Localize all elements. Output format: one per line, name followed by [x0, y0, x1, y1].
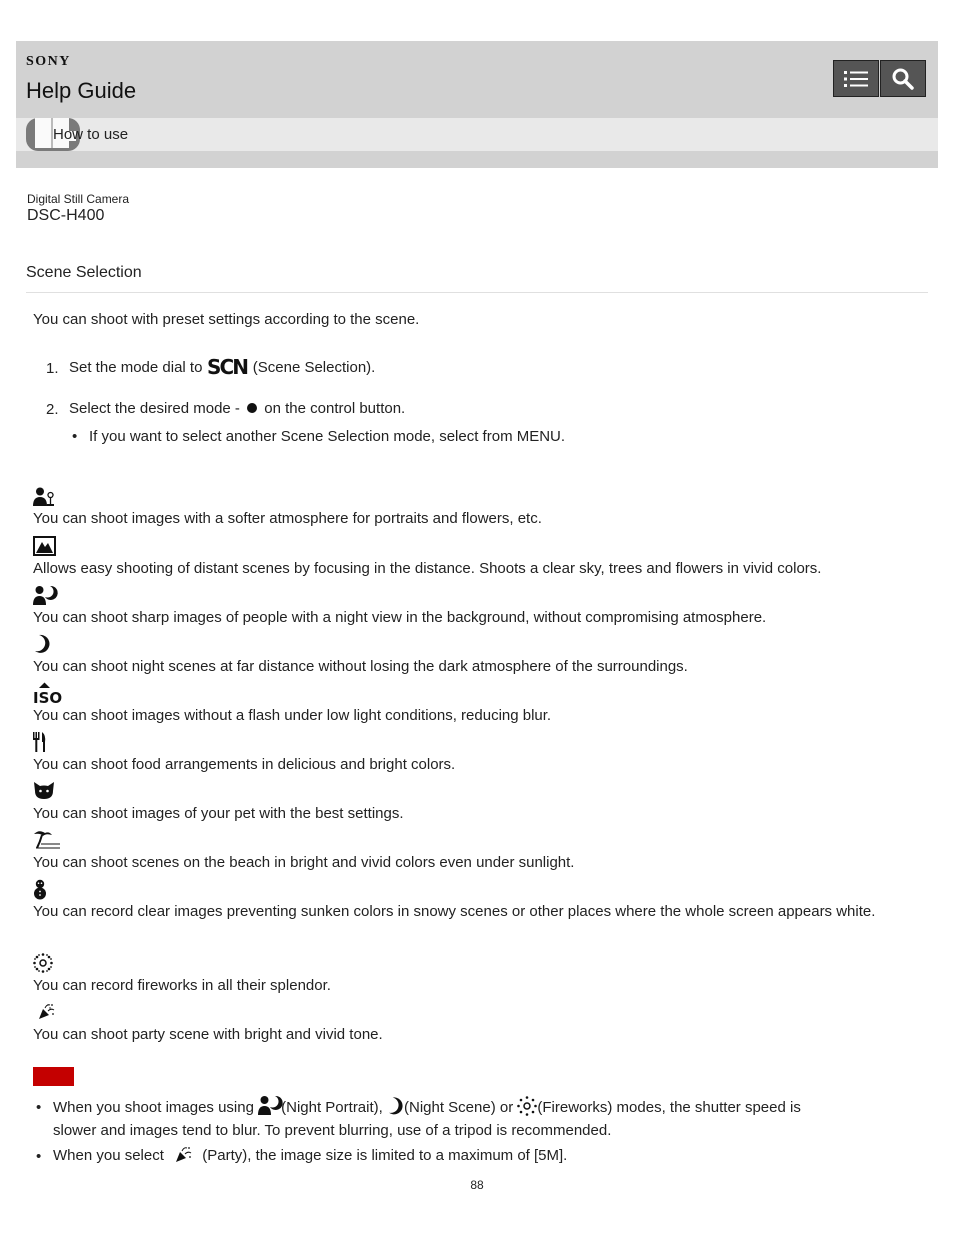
mode-desc: You can shoot night scenes at far distance without losing the dark atmosphere of the surroundings.: [33, 658, 688, 675]
snow-icon: [33, 879, 47, 900]
step-1-number: 1.: [46, 360, 59, 377]
note-badge: [33, 1067, 74, 1086]
note-2-text-b: (Party), the image size is limited to a maximum of [5M].: [202, 1147, 568, 1164]
pet-icon: [33, 781, 55, 800]
product-model: DSC-H400: [27, 207, 105, 224]
brand-logo: SONY: [26, 54, 71, 69]
help-guide-title[interactable]: Help Guide: [26, 78, 137, 103]
site-header: [16, 41, 938, 168]
fireworks-icon: [517, 1096, 537, 1116]
mode-desc: You can record clear images preventing sunken colors in snowy scenes or other places where the whole screen appears white.: [33, 903, 876, 920]
mode-desc: You can record fireworks in all their splendor.: [33, 977, 331, 994]
night-portrait-icon: [33, 585, 56, 605]
mode-desc: You can shoot scenes on the beach in bright and vivid colors even under sunlight.: [33, 854, 575, 871]
mode-desc: You can shoot sharp images of people with a night view in the background, without compromising atmosphere.: [33, 609, 767, 626]
night-scene-icon: [33, 634, 51, 654]
mode-desc: You can shoot party scene with bright and vivid tone.: [33, 1026, 383, 1043]
page-number: 88: [470, 1178, 484, 1192]
mode-desc: You can shoot food arrangements in delicious and bright colors.: [33, 756, 456, 773]
party-icon: [168, 1146, 198, 1163]
breadcrumb-bar: [16, 118, 938, 151]
control-button-center-icon: [244, 402, 260, 414]
step-2-number: 2.: [46, 401, 59, 418]
mode-desc: You can shoot images with a softer atmosphere for portraits and flowers, etc.: [33, 510, 542, 527]
soft-snap-icon: [33, 487, 55, 507]
mode-desc: Allows easy shooting of distant scenes by focusing in the distance. Shoots a clear sky, trees and flowers in vivid colors.: [33, 560, 822, 577]
note-1-text-d: (Fireworks) modes, the shutter speed is: [537, 1099, 801, 1116]
scn-icon: [206, 355, 249, 379]
note-2: [53, 1144, 567, 1168]
gourmet-icon: [33, 732, 47, 752]
note-1-text-c: (Night Scene) or: [404, 1099, 514, 1116]
nav-how-to-use[interactable]: How to use: [53, 126, 129, 143]
search-icon: [892, 68, 914, 90]
step-2-text-after: on the control button.: [264, 400, 406, 417]
table-of-contents-button[interactable]: [833, 60, 879, 97]
note-1: [53, 1095, 801, 1120]
step-1: [69, 355, 375, 380]
page-title: Scene Selection: [26, 264, 142, 281]
product-kind: Digital Still Camera: [27, 192, 130, 206]
mode-desc: You can shoot images without a flash under low light conditions, reducing blur.: [33, 707, 552, 724]
bullet-dot: •: [36, 1148, 42, 1165]
bullet-dot: •: [36, 1099, 42, 1116]
step-1-text: Set the mode dial to: [69, 359, 203, 376]
beach-icon: [33, 830, 61, 850]
landscape-icon: [33, 536, 56, 556]
step-2-subnote: If you want to select another Scene Selection mode, select from MENU.: [89, 428, 566, 445]
night-portrait-icon: [258, 1095, 281, 1115]
step-2: [69, 396, 405, 421]
bullet-dot: •: [72, 428, 78, 445]
intro-text: You can shoot with preset settings according to the scene.: [33, 311, 420, 328]
night-scene-icon: [387, 1096, 404, 1116]
note-1-text-b: (Night Portrait),: [281, 1099, 383, 1116]
mode-desc: You can shoot images of your pet with the best settings.: [33, 805, 404, 822]
fireworks-icon: [33, 953, 53, 973]
note-2-text: When you select: [53, 1147, 164, 1164]
search-button[interactable]: [880, 60, 926, 97]
svg-text:ISO: ISO: [33, 689, 63, 707]
high-sensitivity-icon: [33, 682, 63, 707]
note-1-text: When you shoot images using: [53, 1099, 254, 1116]
list-icon: [844, 70, 868, 88]
party-icon: [38, 1003, 55, 1020]
step-1-text-after: (Scene Selection).: [252, 359, 376, 376]
note-1-line2: slower and images tend to blur. To prevent blurring, use of a tripod is recommended.: [53, 1122, 612, 1139]
divider: [26, 292, 928, 293]
svg-text:SCN: SCN: [206, 355, 249, 379]
step-2-text: Select the desired mode -: [69, 400, 240, 417]
